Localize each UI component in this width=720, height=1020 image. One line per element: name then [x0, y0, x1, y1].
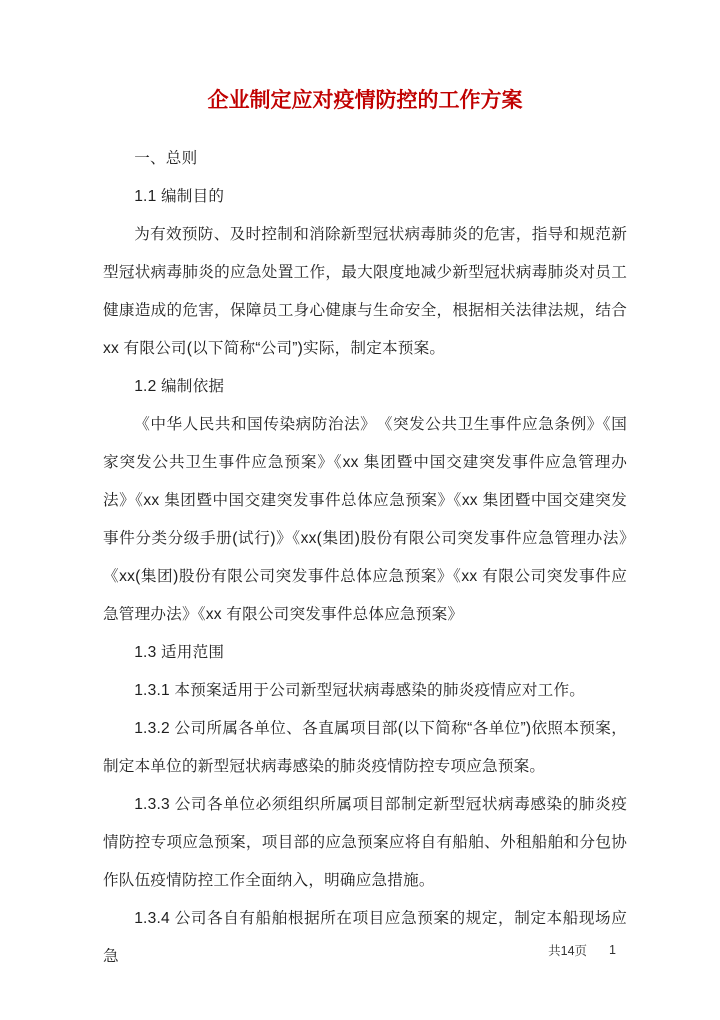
section-heading: 1.3 适用范围 [134, 644, 225, 661]
total-pages-label: 共14页 [548, 944, 588, 958]
document-content [103, 86, 675, 976]
paragraph: 为有效预防、及时控制和消除新型冠状病毒肺炎的危害，指导和规范新型冠状病毒肺炎的应急处置工作，最大限度地减少新型冠状病毒肺炎对员工健康造成的危害，保障员工身心健康与生命安全，根据相关法律法规，结合 xx 有限公司(以下简称“公司”)实际，制定本预案。 [103, 226, 627, 357]
paragraph: 1.3.4 公司各自有船舶根据所在项目应急预案的规定，制定本船现场应急 [103, 910, 627, 965]
paragraph: 1.3.1 本预案适用于公司新型冠状病毒感染的肺炎疫情应对工作。 [134, 682, 586, 699]
document-title: 企业制定应对疫情防控的工作方案 [207, 89, 523, 112]
page-number: 1 [609, 943, 616, 957]
paragraph: 《中华人民共和国传染病防治法》 《突发公共卫生事件应急条例》《国家突发公共卫生事件应急预案》《xx 集团暨中国交建突发事件应急管理办法》《xx 集团暨中国交建突发事件总体应急预案》《xx 集团暨中国交建突发事件分类分级手册(试行)》《xx(集团)股份有限公司突发事件应急管理办法》 《xx(集团)股份有限公司突发事件总体应急预案》《xx 有限公司突发事件应急管理办法》《xx 有限公司突发事件总体应急预案》 [103, 416, 675, 623]
section-heading: 1.1 编制目的 [134, 188, 225, 205]
document-body [103, 140, 675, 976]
page-footer [548, 941, 616, 959]
section-heading: 一、总则 [134, 150, 198, 167]
paragraph: 1.3.2 公司所属各单位、各直属项目部(以下简称“各单位”)依照本预案，制定本单位的新型冠状病毒感染的肺炎疫情防控专项应急预案。 [103, 720, 627, 775]
paragraph: 1.3.3 公司各单位必须组织所属项目部制定新型冠状病毒感染的肺炎疫情防控专项应急预案，项目部的应急预案应将自有船舶、外租船舶和分包协作队伍疫情防控工作全面纳入，明确应急措施。 [103, 796, 627, 889]
section-heading: 1.2 编制依据 [134, 378, 225, 395]
